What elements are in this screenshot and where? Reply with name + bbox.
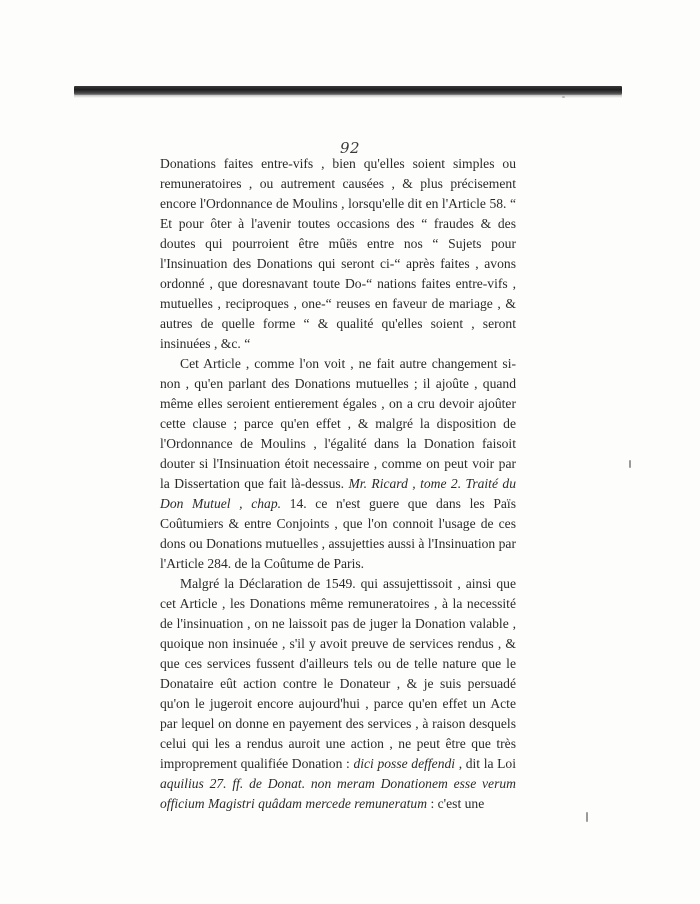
paragraph-3-text-c: : c'est une — [427, 796, 485, 811]
page-number: 92 — [339, 139, 361, 157]
paragraph-2 — [160, 354, 516, 574]
paragraph-2-citation: Mr. Ricard , tome 2. Traité du Don Mutuel , chap. — [160, 476, 516, 511]
paragraph-2-text-b: 14. ce n'est guere que dans les Païs Coûtumiers & entre Conjoints , que l'on connoit l'usage de ces dons ou Donations mutuelles , assujetties aussi à l'Insinuation par l'Article 284. de la Coûtume de Paris. — [160, 496, 516, 571]
paragraph-2-text-a: Cet Article , comme l'on voit , ne fait autre changement si-non , qu'en parlant des Donations mutuelles ; il ajoûte , quand même elles seroient entierement égales , on a cru devoir ajoûter cette clause ; parce qu'en effet , & malgré la disposition de l'Ordonnance de Moulins , l'égalité dans la Donation faisoit douter si l'Insinuation étoit necessaire , comme on peut voir par la Dissertation que fait là-dessus. — [160, 356, 516, 491]
margin-speck-3 — [562, 96, 565, 98]
margin-speck-1 — [629, 460, 631, 468]
paragraph-1: Donations faites entre-vifs , bien qu'elles soient simples ou remuneratoires , ou autrement causées , & plus précisement encore l'Ordonnance de Moulins , lorsqu'elle dit en l'Article 58. “ Et pour ôter à l'avenir toutes occasions des “ fraudes & des doutes qui pourroient être mûës entre nos “ Sujets pour l'Insinuation des Donations qui seront ci-“ après faites , avons ordonné , que doresnavant toute Do-“ nations faites entre-vifs , mutuelles , reciproques , one-“ reuses en faveur de mariage , & autres de quelle forme “ & qualité qu'elles soient , seront insinuées , &c. “ — [160, 156, 516, 351]
paragraph-3 — [160, 574, 516, 814]
top-rule-shadow — [74, 95, 622, 98]
paragraph-3-latin-1: dici posse deffendi — [353, 756, 456, 771]
paragraph-3-latin-2: aquilius 27. ff. de Donat. non meram Donationem esse verum officium Magistri quâdam mercede remuneratum — [160, 776, 516, 811]
body-text — [160, 154, 516, 814]
paragraph-3-text-a: Malgré la Déclaration de 1549. qui assujettissoit , ainsi que cet Article , les Donations même remuneratoires , à la necessité de l'insinuation , on ne laissoit pas de juger la Donation valable , quoique non insinuée , s'il y avoit preuve de services rendus , & que ces services fussent d'ailleurs tels ou de telle nature que le Donataire eût action contre le Donateur , & je suis persuadé qu'on le jugeroit encore aujourd'hui , parce qu'en effet un Acte par lequel on donne en payement des services , à raison desquels celui qui les a rendus auroit une action , ne peut être que très improprement qualifiée Donation : — [160, 576, 516, 771]
paragraph-3-text-b: , dit la Loi — [455, 756, 517, 771]
top-rule — [74, 86, 622, 95]
margin-speck-2 — [586, 812, 588, 822]
